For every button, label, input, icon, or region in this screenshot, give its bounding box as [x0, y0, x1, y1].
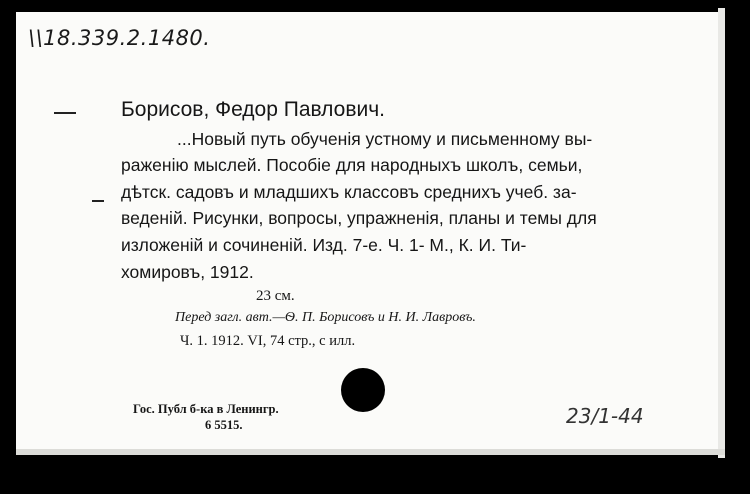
- physical-size: 23 см.: [256, 288, 295, 304]
- collation: Ч. 1. 1912. VI, 74 стр., с илл.: [180, 333, 356, 349]
- call-number: \\18.339.2.1480.: [28, 26, 211, 50]
- card-edge-right: [718, 8, 725, 458]
- left-dash-mark: [54, 112, 76, 114]
- description-line: раженію мыслей. Пособіе для народныхъ школъ, семьи,: [121, 155, 583, 175]
- punch-hole: [341, 368, 385, 412]
- author-heading: Борисов, Федор Павлович.: [121, 98, 386, 121]
- description-line: изложеній и сочиненій. Изд. 7-е. Ч. 1- М., К. И. Ти-: [121, 235, 527, 255]
- description-line: дѣтск. садовъ и младшихъ классовъ среднихъ учеб. за-: [121, 182, 577, 202]
- left-dash-mark: [92, 200, 104, 202]
- handwritten-mark: 23/1-44: [566, 404, 644, 428]
- author-note: Перед загл. авт.—Ѳ. П. Борисовъ и Н. И. Лавровъ.: [175, 310, 476, 325]
- card-edge-bottom: [16, 449, 725, 455]
- library-stamp: Гос. Публ б-ка в Ленингр.: [133, 402, 279, 416]
- description-line: веденій. Рисунки, вопросы, упражненія, планы и темы для: [121, 208, 597, 228]
- inventory-number: 6 5515.: [205, 418, 243, 432]
- description-line: ...Новый путь обученія устному и письменному вы-: [177, 129, 593, 149]
- description-line: хомировъ, 1912.: [121, 262, 254, 282]
